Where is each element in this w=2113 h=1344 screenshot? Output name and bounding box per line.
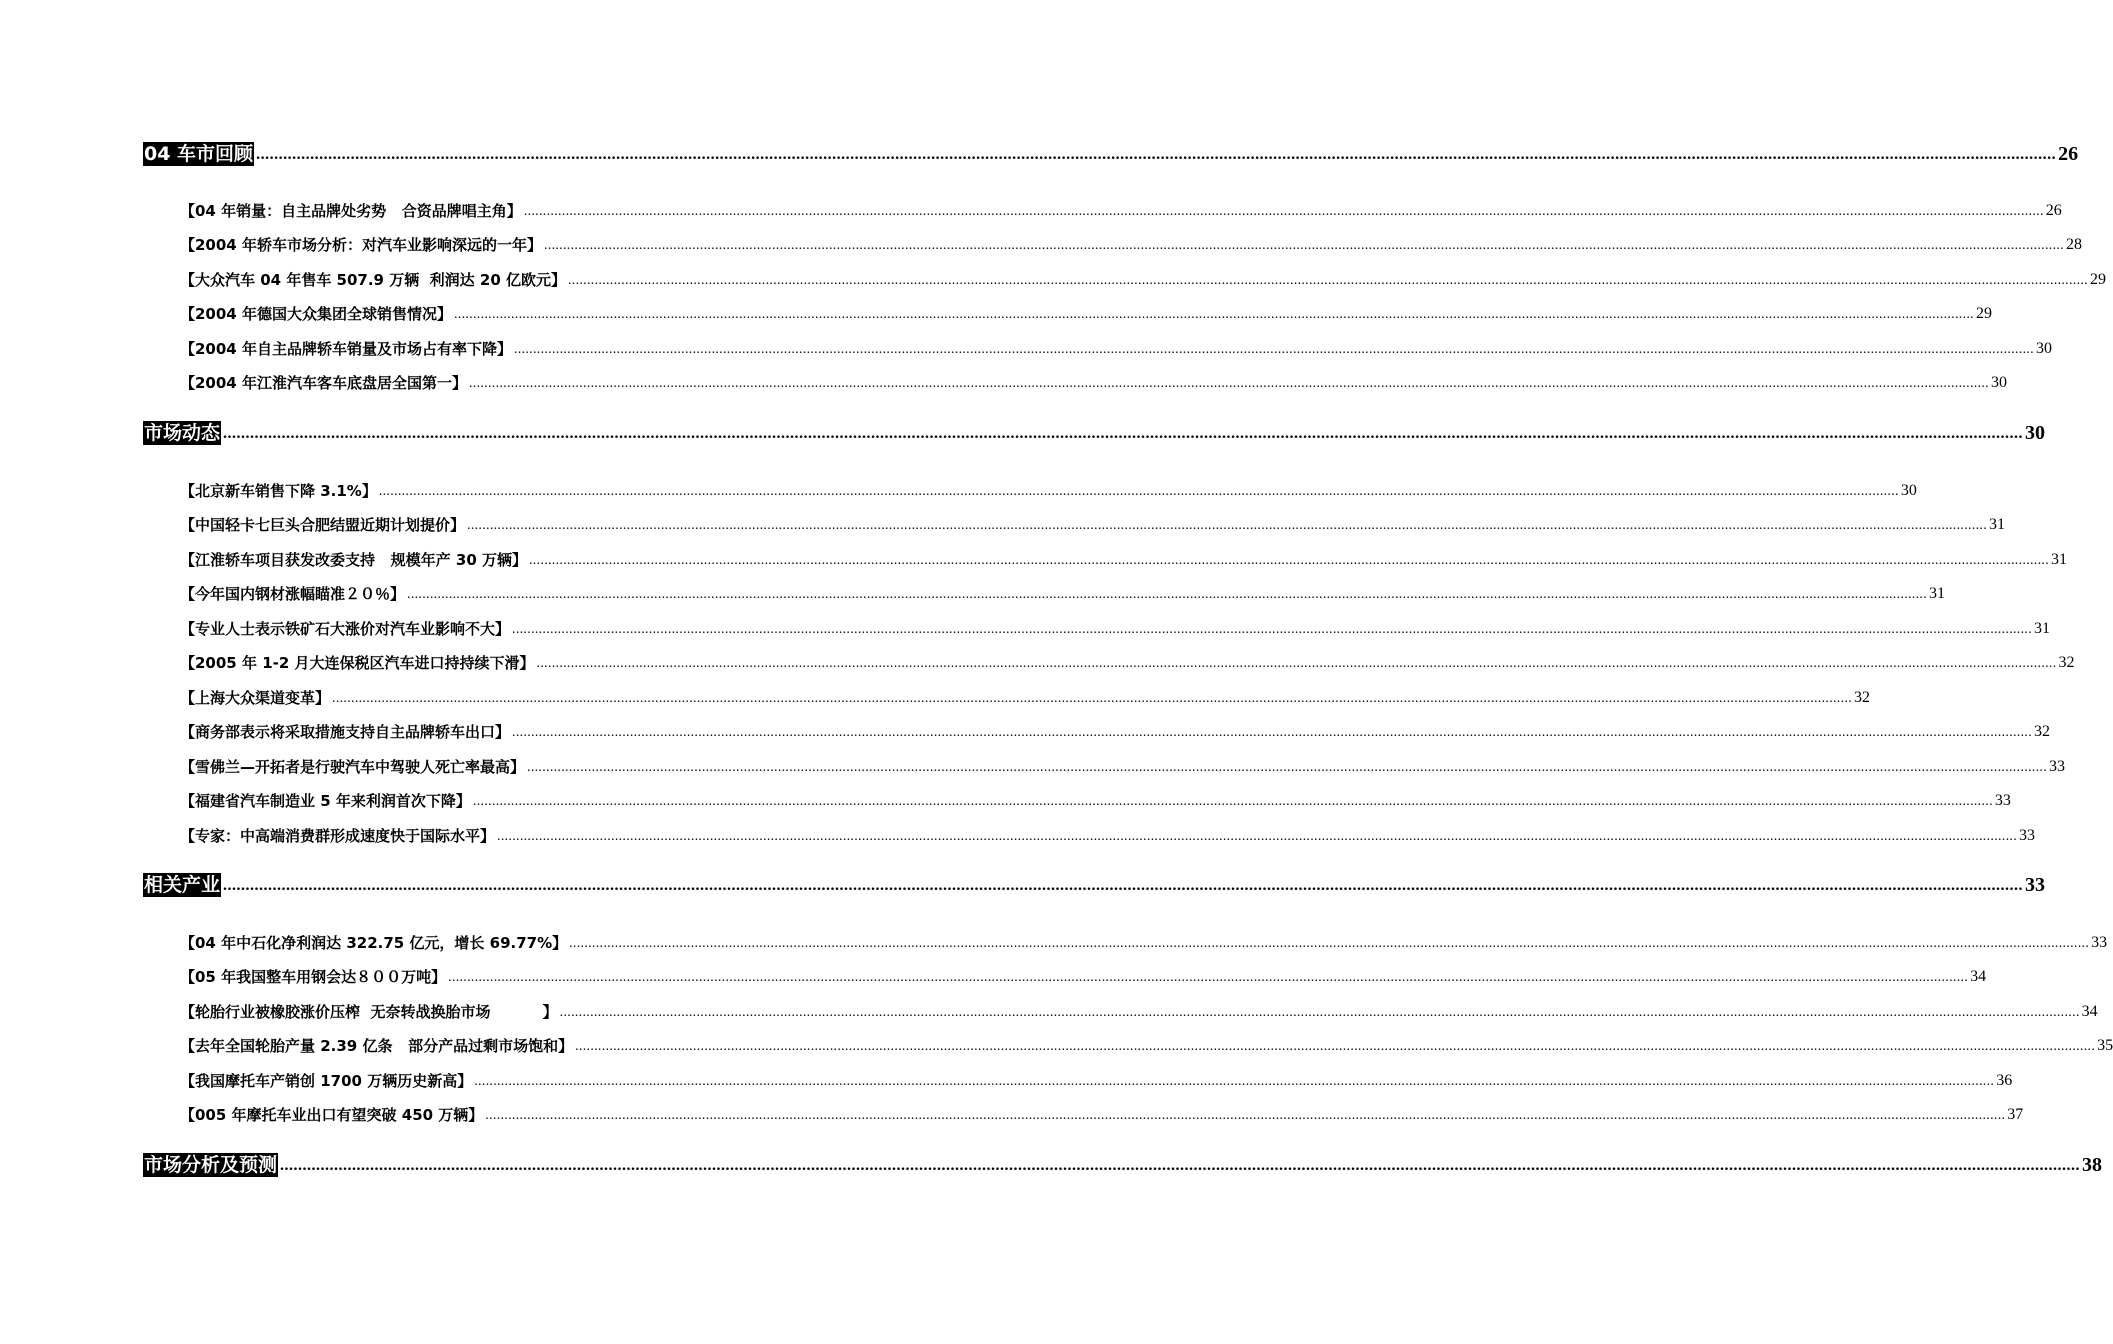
- toc-entry[interactable]: [180, 685, 1871, 709]
- page-number: 32: [1854, 689, 1871, 706]
- entry-title: 【2005 年 1-2 月大连保税区汽车进口持持续下滑】: [180, 654, 535, 672]
- dot-leader: ................................................................................................................................................................................................................................................................................................................................................................................................................: [332, 691, 1853, 706]
- page-number: 35: [2097, 1037, 2113, 1054]
- toc-entry[interactable]: [180, 198, 2062, 222]
- dot-leader: ................................................................................................................................................................................................................................................................................................................................................................................................................: [529, 553, 2049, 568]
- section-title: 市场分析及预测: [144, 1154, 278, 1176]
- page-number: 31: [1929, 585, 1946, 602]
- section-title: 相关产业: [144, 874, 221, 896]
- dot-leader: ................................................................................................................................................................................................................................................................................................................................................................................................................: [453, 307, 1974, 322]
- entry-title: 【去年全国轮胎产量 2.39 亿条 部分产品过剩市场饱和】: [180, 1037, 574, 1055]
- dot-leader: ................................................................................................................................................................................................................................................................................................................................................................................................................: [569, 936, 2090, 951]
- entry-title: 【04 年中石化净利润达 322.75 亿元，增长 69.77%】: [180, 934, 568, 952]
- toc-entry[interactable]: [180, 930, 2108, 954]
- section-title: 04 车市回顾: [144, 143, 254, 165]
- entry-title: 【中国轻卡七巨头合肥结盟近期计划提价】: [180, 516, 466, 534]
- page-number: 37: [2007, 1106, 2024, 1123]
- page-number: 30: [1990, 374, 2007, 391]
- entry-title: 【04 年销量：自主品牌处劣势 合资品牌唱主角】: [180, 202, 522, 220]
- dot-leader: ................................................................................................................................................................................................................................................................................................................................................................................................................: [559, 1005, 2080, 1020]
- toc-entry[interactable]: [180, 788, 2011, 812]
- page-number: 32: [2034, 723, 2051, 740]
- dot-leader: ................................................................................................................................................................................................................................................................................................................................................................................................................: [485, 1108, 2006, 1123]
- toc-entry[interactable]: [180, 336, 2052, 360]
- page-number: 30: [1900, 482, 1917, 499]
- dot-leader: ................................................................................................................................................................................................................................................................................................................................................................................................................: [467, 518, 1988, 533]
- entry-title: 【福建省汽车制造业 5 年来利润首次下降】: [180, 792, 471, 810]
- page-number: 31: [1989, 516, 2006, 533]
- toc-entry[interactable]: [180, 719, 2051, 743]
- dot-leader: ................................................................................................................................................................................................................................................................................................................................................................................................................: [536, 656, 2057, 671]
- dot-leader: ................................................................................................................................................................................................................................................................................................................................................................................................................: [497, 829, 2018, 844]
- entry-title: 【005 年摩托车业出口有望突破 450 万辆】: [180, 1106, 484, 1124]
- entry-title: 【北京新车销售下降 3.1%】: [180, 482, 377, 500]
- toc-section-heading[interactable]: [143, 869, 2046, 897]
- toc-entry[interactable]: [180, 616, 2051, 640]
- dot-leader: ................................................................................................................................................................................................................................................................................................................................................................................................................: [512, 622, 2033, 637]
- toc-entry[interactable]: [180, 301, 1992, 325]
- page-number: 26: [2045, 202, 2062, 219]
- entry-title: 【2004 年轿车市场分析：对汽车业影响深远的一年】: [180, 236, 542, 254]
- toc-entry[interactable]: [180, 1033, 2113, 1057]
- toc-entry[interactable]: [180, 547, 2067, 571]
- page-number: 33: [2025, 874, 2046, 896]
- page-number: 34: [2081, 1003, 2098, 1020]
- entry-title: 【我国摩托车产销创 1700 万辆历史新高】: [180, 1072, 473, 1090]
- page-number: 31: [2034, 620, 2051, 637]
- page-number: 38: [2082, 1154, 2103, 1176]
- dot-leader: ................................................................................................................................................................................................................................................................................................................................................................................................................: [223, 877, 2024, 894]
- page-number: 30: [2035, 340, 2052, 357]
- entry-title: 【2004 年德国大众集团全球销售情况】: [180, 305, 452, 323]
- page-number: 33: [2019, 827, 2036, 844]
- toc-entry[interactable]: [180, 478, 1917, 502]
- toc-section-heading[interactable]: [143, 1149, 2103, 1177]
- toc-entry[interactable]: [180, 823, 2036, 847]
- dot-leader: ................................................................................................................................................................................................................................................................................................................................................................................................................: [472, 794, 1993, 809]
- dot-leader: ................................................................................................................................................................................................................................................................................................................................................................................................................: [280, 1157, 2081, 1174]
- page-number: 33: [1994, 792, 2011, 809]
- dot-leader: ................................................................................................................................................................................................................................................................................................................................................................................................................: [223, 425, 2024, 442]
- page-number: 32: [2058, 654, 2075, 671]
- page-number: 33: [2049, 758, 2066, 775]
- dot-leader: ................................................................................................................................................................................................................................................................................................................................................................................................................: [527, 760, 2048, 775]
- dot-leader: ................................................................................................................................................................................................................................................................................................................................................................................................................: [512, 725, 2033, 740]
- toc-entry[interactable]: [180, 650, 2075, 674]
- dot-leader: ................................................................................................................................................................................................................................................................................................................................................................................................................: [513, 342, 2034, 357]
- dot-leader: ................................................................................................................................................................................................................................................................................................................................................................................................................: [448, 970, 1969, 985]
- dot-leader: ................................................................................................................................................................................................................................................................................................................................................................................................................: [567, 273, 2088, 288]
- entry-title: 【轮胎行业被橡胶涨价压榨 无奈转战换胎市场 】: [180, 1003, 558, 1021]
- page-number: 29: [1975, 305, 1992, 322]
- toc-entry[interactable]: [180, 754, 2066, 778]
- page-number: 28: [2065, 236, 2082, 253]
- dot-leader: ................................................................................................................................................................................................................................................................................................................................................................................................................: [407, 587, 1928, 602]
- page-number: 31: [2051, 551, 2067, 568]
- entry-title: 【大众汽车 04 年售车 507.9 万辆 利润达 20 亿欧元】: [180, 271, 566, 289]
- dot-leader: ................................................................................................................................................................................................................................................................................................................................................................................................................: [256, 146, 2057, 163]
- page-number: 33: [2091, 934, 2108, 951]
- toc-entry[interactable]: [180, 1102, 2024, 1126]
- page-number: 30: [2025, 422, 2046, 444]
- entry-title: 【专家：中高端消费群形成速度快于国际水平】: [180, 827, 496, 845]
- toc-entry[interactable]: [180, 370, 2007, 394]
- dot-leader: ................................................................................................................................................................................................................................................................................................................................................................................................................: [575, 1039, 2096, 1054]
- entry-title: 【今年国内钢材涨幅瞄准２０％】: [180, 585, 406, 603]
- page-number: 29: [2089, 271, 2106, 288]
- toc-entry[interactable]: [180, 267, 2106, 291]
- entry-title: 【江淮轿车项目获发改委支持 规模年产 30 万辆】: [180, 551, 527, 569]
- toc-entry[interactable]: [180, 512, 2006, 536]
- toc-entry[interactable]: [180, 232, 2082, 256]
- entry-title: 【05 年我国整车用钢会达８００万吨】: [180, 968, 447, 986]
- section-title: 市场动态: [144, 422, 221, 444]
- dot-leader: ................................................................................................................................................................................................................................................................................................................................................................................................................: [523, 204, 2044, 219]
- entry-title: 【2004 年江淮汽车客车底盘居全国第一】: [180, 374, 467, 392]
- entry-title: 【商务部表示将采取措施支持自主品牌轿车出口】: [180, 723, 511, 741]
- page-number: 34: [1970, 968, 1987, 985]
- toc-section-heading[interactable]: [143, 138, 2079, 166]
- dot-leader: ................................................................................................................................................................................................................................................................................................................................................................................................................: [468, 376, 1989, 391]
- toc-entry[interactable]: [180, 964, 1987, 988]
- toc-section-heading[interactable]: [143, 417, 2046, 445]
- entry-title: 【2004 年自主品牌轿车销量及市场占有率下降】: [180, 340, 512, 358]
- page-number: 36: [1996, 1072, 2013, 1089]
- dot-leader: ................................................................................................................................................................................................................................................................................................................................................................................................................: [474, 1074, 1995, 1089]
- entry-title: 【上海大众渠道变革】: [180, 689, 331, 707]
- toc-entry[interactable]: [180, 1068, 2013, 1092]
- toc-entry[interactable]: [180, 581, 1946, 605]
- page-number: 26: [2058, 143, 2079, 165]
- entry-title: 【专业人士表示铁矿石大涨价对汽车业影响不大】: [180, 620, 511, 638]
- toc-entry[interactable]: [180, 999, 2098, 1023]
- entry-title: 【雪佛兰—开拓者是行驶汽车中驾驶人死亡率最高】: [180, 758, 526, 776]
- dot-leader: ................................................................................................................................................................................................................................................................................................................................................................................................................: [378, 484, 1899, 499]
- dot-leader: ................................................................................................................................................................................................................................................................................................................................................................................................................: [543, 238, 2064, 253]
